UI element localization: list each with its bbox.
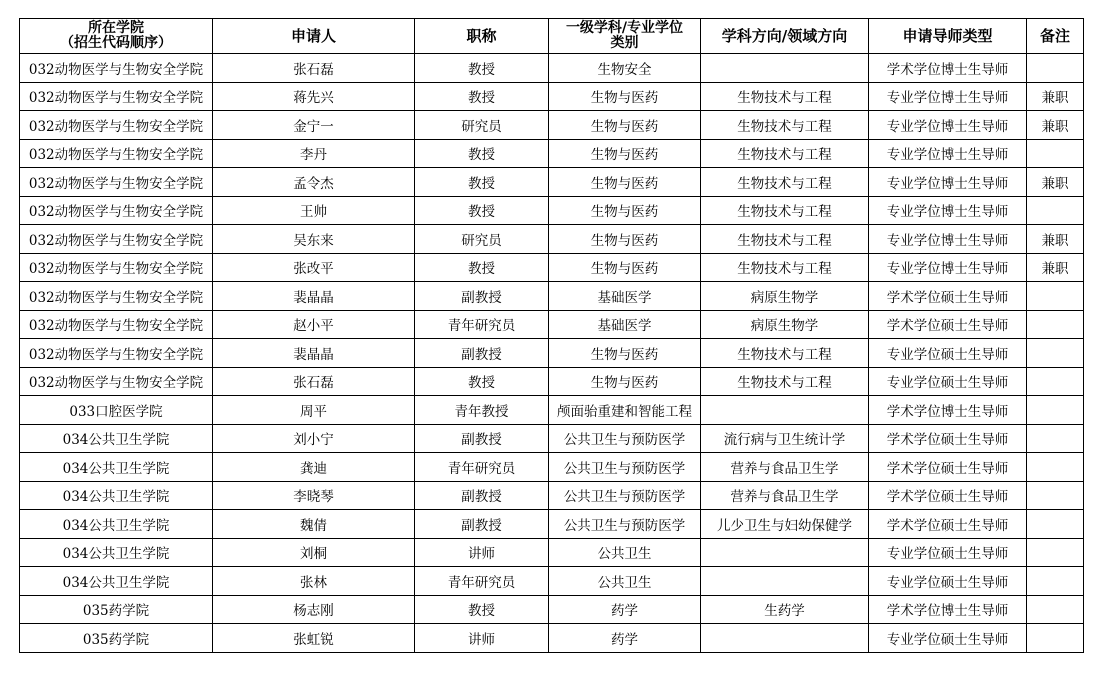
direction-cell xyxy=(701,567,869,596)
supervisor-type-cell: 专业学位博士生导师 xyxy=(869,253,1027,282)
applicant-cell: 张改平 xyxy=(213,253,415,282)
remark-cell xyxy=(1027,139,1084,168)
direction-cell: 流行病与卫生统计学 xyxy=(701,424,869,453)
supervisor-type-cell: 专业学位博士生导师 xyxy=(869,82,1027,111)
table-row xyxy=(20,54,1084,83)
remark-cell: 兼职 xyxy=(1027,168,1084,197)
supervisor-type-cell: 专业学位博士生导师 xyxy=(869,196,1027,225)
remark-cell: 兼职 xyxy=(1027,225,1084,254)
table-row xyxy=(20,82,1084,111)
supervisor-type-cell: 学术学位硕士生导师 xyxy=(869,424,1027,453)
college-cell: 032动物医学与生物安全学院 xyxy=(20,339,213,368)
college-cell: 035药学院 xyxy=(20,624,213,653)
supervisor-type-cell: 专业学位博士生导师 xyxy=(869,168,1027,197)
applicant-cell: 裴晶晶 xyxy=(213,339,415,368)
remark-cell xyxy=(1027,424,1084,453)
title-cell: 讲师 xyxy=(415,624,549,653)
direction-cell: 生物技术与工程 xyxy=(701,82,869,111)
college-cell: 032动物医学与生物安全学院 xyxy=(20,196,213,225)
table-row xyxy=(20,481,1084,510)
college-cell: 034公共卫生学院 xyxy=(20,538,213,567)
discipline-cell: 生物与医药 xyxy=(549,225,701,254)
college-cell: 032动物医学与生物安全学院 xyxy=(20,282,213,311)
header-applicant: 申请人 xyxy=(213,19,415,54)
discipline-cell: 生物与医药 xyxy=(549,82,701,111)
remark-cell: 兼职 xyxy=(1027,253,1084,282)
discipline-cell: 公共卫生与预防医学 xyxy=(549,510,701,539)
direction-cell xyxy=(701,538,869,567)
table-row xyxy=(20,225,1084,254)
applicant-cell: 张石磊 xyxy=(213,367,415,396)
title-cell: 教授 xyxy=(415,367,549,396)
college-cell: 032动物医学与生物安全学院 xyxy=(20,54,213,83)
remark-cell xyxy=(1027,367,1084,396)
remark-cell xyxy=(1027,624,1084,653)
applicant-cell: 张林 xyxy=(213,567,415,596)
table-row xyxy=(20,538,1084,567)
direction-cell: 生物技术与工程 xyxy=(701,168,869,197)
direction-cell xyxy=(701,396,869,425)
table-row xyxy=(20,196,1084,225)
supervisor-type-cell: 专业学位硕士生导师 xyxy=(869,538,1027,567)
title-cell: 教授 xyxy=(415,82,549,111)
direction-cell: 生物技术与工程 xyxy=(701,253,869,282)
direction-cell: 营养与食品卫生学 xyxy=(701,481,869,510)
college-cell: 034公共卫生学院 xyxy=(20,481,213,510)
direction-cell: 生物技术与工程 xyxy=(701,139,869,168)
applicant-cell: 张虹锐 xyxy=(213,624,415,653)
college-cell: 035药学院 xyxy=(20,595,213,624)
header-college-line2: （招生代码顺序） xyxy=(60,35,172,51)
table-row xyxy=(20,624,1084,653)
title-cell: 副教授 xyxy=(415,510,549,539)
applicant-cell: 蒋先兴 xyxy=(213,82,415,111)
table-row xyxy=(20,253,1084,282)
table-row xyxy=(20,567,1084,596)
remark-cell xyxy=(1027,453,1084,482)
applicant-cell: 李晓琴 xyxy=(213,481,415,510)
supervisor-type-cell: 专业学位博士生导师 xyxy=(869,139,1027,168)
applicant-cell: 孟令杰 xyxy=(213,168,415,197)
table-row xyxy=(20,424,1084,453)
supervisor-type-cell: 学术学位硕士生导师 xyxy=(869,510,1027,539)
discipline-cell: 生物与医药 xyxy=(549,111,701,140)
applicant-cell: 刘小宁 xyxy=(213,424,415,453)
title-cell: 青年研究员 xyxy=(415,567,549,596)
table-row xyxy=(20,510,1084,539)
direction-cell xyxy=(701,624,869,653)
applicant-cell: 吴东来 xyxy=(213,225,415,254)
remark-cell xyxy=(1027,567,1084,596)
remark-cell xyxy=(1027,196,1084,225)
direction-cell: 儿少卫生与妇幼保健学 xyxy=(701,510,869,539)
supervisor-type-cell: 学术学位博士生导师 xyxy=(869,595,1027,624)
discipline-cell: 公共卫生与预防医学 xyxy=(549,481,701,510)
discipline-cell: 公共卫生 xyxy=(549,538,701,567)
discipline-cell: 基础医学 xyxy=(549,282,701,311)
header-college xyxy=(20,19,213,54)
title-cell: 讲师 xyxy=(415,538,549,567)
title-cell: 副教授 xyxy=(415,282,549,311)
title-cell: 教授 xyxy=(415,253,549,282)
discipline-cell: 生物与医药 xyxy=(549,339,701,368)
discipline-cell: 生物与医药 xyxy=(549,196,701,225)
college-cell: 032动物医学与生物安全学院 xyxy=(20,82,213,111)
header-row xyxy=(20,19,1084,54)
remark-cell xyxy=(1027,54,1084,83)
remark-cell xyxy=(1027,282,1084,311)
direction-cell: 生物技术与工程 xyxy=(701,339,869,368)
title-cell: 副教授 xyxy=(415,424,549,453)
college-cell: 034公共卫生学院 xyxy=(20,424,213,453)
title-cell: 教授 xyxy=(415,196,549,225)
header-college-line1: 所在学院 xyxy=(88,20,144,36)
title-cell: 青年研究员 xyxy=(415,310,549,339)
table-row xyxy=(20,339,1084,368)
applicant-cell: 刘桐 xyxy=(213,538,415,567)
title-cell: 教授 xyxy=(415,168,549,197)
remark-cell xyxy=(1027,510,1084,539)
college-cell: 032动物医学与生物安全学院 xyxy=(20,111,213,140)
supervisor-type-cell: 学术学位博士生导师 xyxy=(869,54,1027,83)
direction-cell: 生物技术与工程 xyxy=(701,111,869,140)
applicant-cell: 龚迪 xyxy=(213,453,415,482)
discipline-cell: 公共卫生与预防医学 xyxy=(549,424,701,453)
supervisor-type-cell: 学术学位硕士生导师 xyxy=(869,481,1027,510)
discipline-cell: 生物与医药 xyxy=(549,168,701,197)
college-cell: 034公共卫生学院 xyxy=(20,510,213,539)
header-discipline-line1: 一级学科/专业学位 xyxy=(565,20,684,36)
applicant-cell: 裴晶晶 xyxy=(213,282,415,311)
supervisor-type-cell: 专业学位博士生导师 xyxy=(869,111,1027,140)
applicant-cell: 王帅 xyxy=(213,196,415,225)
discipline-cell: 生物安全 xyxy=(549,54,701,83)
college-cell: 032动物医学与生物安全学院 xyxy=(20,253,213,282)
applicant-cell: 张石磊 xyxy=(213,54,415,83)
header-direction: 学科方向/领域方向 xyxy=(701,19,869,54)
direction-cell: 生物技术与工程 xyxy=(701,225,869,254)
discipline-cell: 药学 xyxy=(549,595,701,624)
applicant-cell: 杨志刚 xyxy=(213,595,415,624)
title-cell: 青年研究员 xyxy=(415,453,549,482)
discipline-cell: 生物与医药 xyxy=(549,253,701,282)
title-cell: 副教授 xyxy=(415,481,549,510)
direction-cell: 生药学 xyxy=(701,595,869,624)
discipline-cell: 颅面骀重建和智能工程 xyxy=(549,396,701,425)
college-cell: 033口腔医学院 xyxy=(20,396,213,425)
discipline-cell: 基础医学 xyxy=(549,310,701,339)
supervisor-type-cell: 学术学位硕士生导师 xyxy=(869,282,1027,311)
remark-cell: 兼职 xyxy=(1027,111,1084,140)
college-cell: 034公共卫生学院 xyxy=(20,567,213,596)
table-row xyxy=(20,595,1084,624)
direction-cell: 营养与食品卫生学 xyxy=(701,453,869,482)
supervisor-type-cell: 学术学位硕士生导师 xyxy=(869,310,1027,339)
header-remark: 备注 xyxy=(1027,19,1084,54)
table-row xyxy=(20,111,1084,140)
header-title: 职称 xyxy=(415,19,549,54)
header-discipline-line2: 类别 xyxy=(610,35,639,51)
college-cell: 034公共卫生学院 xyxy=(20,453,213,482)
remark-cell xyxy=(1027,339,1084,368)
supervisor-type-cell: 学术学位博士生导师 xyxy=(869,396,1027,425)
remark-cell xyxy=(1027,310,1084,339)
remark-cell xyxy=(1027,538,1084,567)
discipline-cell: 药学 xyxy=(549,624,701,653)
supervisor-type-cell: 专业学位硕士生导师 xyxy=(869,567,1027,596)
discipline-cell: 公共卫生与预防医学 xyxy=(549,453,701,482)
header-supervisor-type: 申请导师类型 xyxy=(869,19,1027,54)
table-row xyxy=(20,453,1084,482)
college-cell: 032动物医学与生物安全学院 xyxy=(20,225,213,254)
remark-cell xyxy=(1027,595,1084,624)
supervisor-type-cell: 专业学位博士生导师 xyxy=(869,225,1027,254)
supervisor-type-cell: 专业学位硕士生导师 xyxy=(869,624,1027,653)
table-row xyxy=(20,168,1084,197)
table-row xyxy=(20,367,1084,396)
supervisor-type-cell: 专业学位硕士生导师 xyxy=(869,339,1027,368)
college-cell: 032动物医学与生物安全学院 xyxy=(20,168,213,197)
header-discipline xyxy=(549,19,701,54)
title-cell: 青年教授 xyxy=(415,396,549,425)
title-cell: 教授 xyxy=(415,595,549,624)
applicant-cell: 魏倩 xyxy=(213,510,415,539)
remark-cell: 兼职 xyxy=(1027,82,1084,111)
title-cell: 教授 xyxy=(415,54,549,83)
college-cell: 032动物医学与生物安全学院 xyxy=(20,139,213,168)
discipline-cell: 生物与医药 xyxy=(549,139,701,168)
applicant-cell: 周平 xyxy=(213,396,415,425)
discipline-cell: 公共卫生 xyxy=(549,567,701,596)
title-cell: 副教授 xyxy=(415,339,549,368)
title-cell: 研究员 xyxy=(415,225,549,254)
direction-cell: 生物技术与工程 xyxy=(701,367,869,396)
supervisor-type-cell: 专业学位硕士生导师 xyxy=(869,367,1027,396)
direction-cell: 生物技术与工程 xyxy=(701,196,869,225)
supervisor-type-cell: 学术学位硕士生导师 xyxy=(869,453,1027,482)
table-row xyxy=(20,310,1084,339)
title-cell: 研究员 xyxy=(415,111,549,140)
remark-cell xyxy=(1027,396,1084,425)
college-cell: 032动物医学与生物安全学院 xyxy=(20,367,213,396)
direction-cell: 病原生物学 xyxy=(701,282,869,311)
title-cell: 教授 xyxy=(415,139,549,168)
table-row xyxy=(20,282,1084,311)
direction-cell xyxy=(701,54,869,83)
table-row xyxy=(20,396,1084,425)
applicant-cell: 赵小平 xyxy=(213,310,415,339)
applicant-cell: 李丹 xyxy=(213,139,415,168)
direction-cell: 病原生物学 xyxy=(701,310,869,339)
table-row xyxy=(20,139,1084,168)
applicant-cell: 金宁一 xyxy=(213,111,415,140)
college-cell: 032动物医学与生物安全学院 xyxy=(20,310,213,339)
discipline-cell: 生物与医药 xyxy=(549,367,701,396)
supervisor-table xyxy=(19,18,1084,653)
remark-cell xyxy=(1027,481,1084,510)
